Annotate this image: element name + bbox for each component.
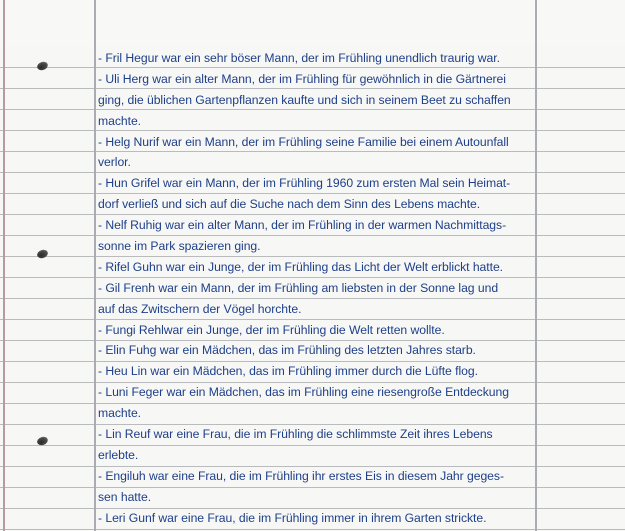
text-line: sen hatte. <box>98 489 152 504</box>
text-line: auf das Zwitschern der Vögel horchte. <box>98 301 302 316</box>
text-line: - Luni Feger war ein Mädchen, das im Frühling eine riesengroße Entdeckung <box>98 385 509 400</box>
text-line: dorf verließ und sich auf die Suche nach dem Sinn des Lebens machte. <box>98 197 481 212</box>
text-line: erlebte. <box>98 447 139 462</box>
punch-hole-icon <box>36 248 49 259</box>
text-line: - Engiluh war eine Frau, die im Frühling ihr erstes Eis in diesem Jahr geges- <box>98 468 504 483</box>
punch-hole-icon <box>36 60 49 71</box>
text-line: ging, die üblichen Gartenpflanzen kaufte und sich in seinem Beet zu schaffen <box>98 92 511 107</box>
text-line: machte. <box>98 113 142 128</box>
text-line: - Helg Nurif war ein Mann, der im Frühling seine Familie bei einem Autounfall <box>98 134 509 149</box>
left-margin-line <box>94 0 96 531</box>
text-line: - Hun Grifel war ein Mann, der im Frühling 1960 zum ersten Mal sein Heimat- <box>98 176 511 191</box>
text-line: - Uli Herg war ein alter Mann, der im Frühling für gewöhnlich in die Gärtnerei <box>98 71 506 86</box>
text-line: machte. <box>98 406 142 421</box>
page-left-edge <box>3 0 5 531</box>
text-line: - Heu Lin war ein Mädchen, das im Frühling immer durch die Lüfte flog. <box>98 364 478 379</box>
text-line: - Rifel Guhn war ein Junge, der im Frühling das Licht der Welt erblickt hatte. <box>98 259 504 274</box>
text-line: verlor. <box>98 155 131 170</box>
text-line: - Fril Hegur war ein sehr böser Mann, der im Frühling unendlich traurig war. <box>98 51 500 65</box>
handwritten-list <box>98 48 536 528</box>
text-line: - Elin Fuhg war ein Mädchen, das im Frühling des letzten Jahres starb. <box>98 343 476 358</box>
text-line: - Nelf Ruhig war ein alter Mann, der im Frühling in der warmen Nachmittags- <box>98 218 507 233</box>
text-line: - Gil Frenh war ein Mann, der im Frühling am liebsten in der Sonne lag und <box>98 280 499 295</box>
text-line: - Fungi Rehlwar ein Junge, der im Frühling die Welt retten wollte. <box>98 322 445 337</box>
punch-hole-icon <box>36 435 49 446</box>
text-line: - Leri Gunf war eine Frau, die im Frühling immer in ihrem Garten strickte. <box>98 510 487 525</box>
text-line: - Lin Reuf war eine Frau, die im Frühling die schlimmste Zeit ihres Lebens <box>98 427 493 442</box>
text-line: sonne im Park spazieren ging. <box>98 239 261 254</box>
